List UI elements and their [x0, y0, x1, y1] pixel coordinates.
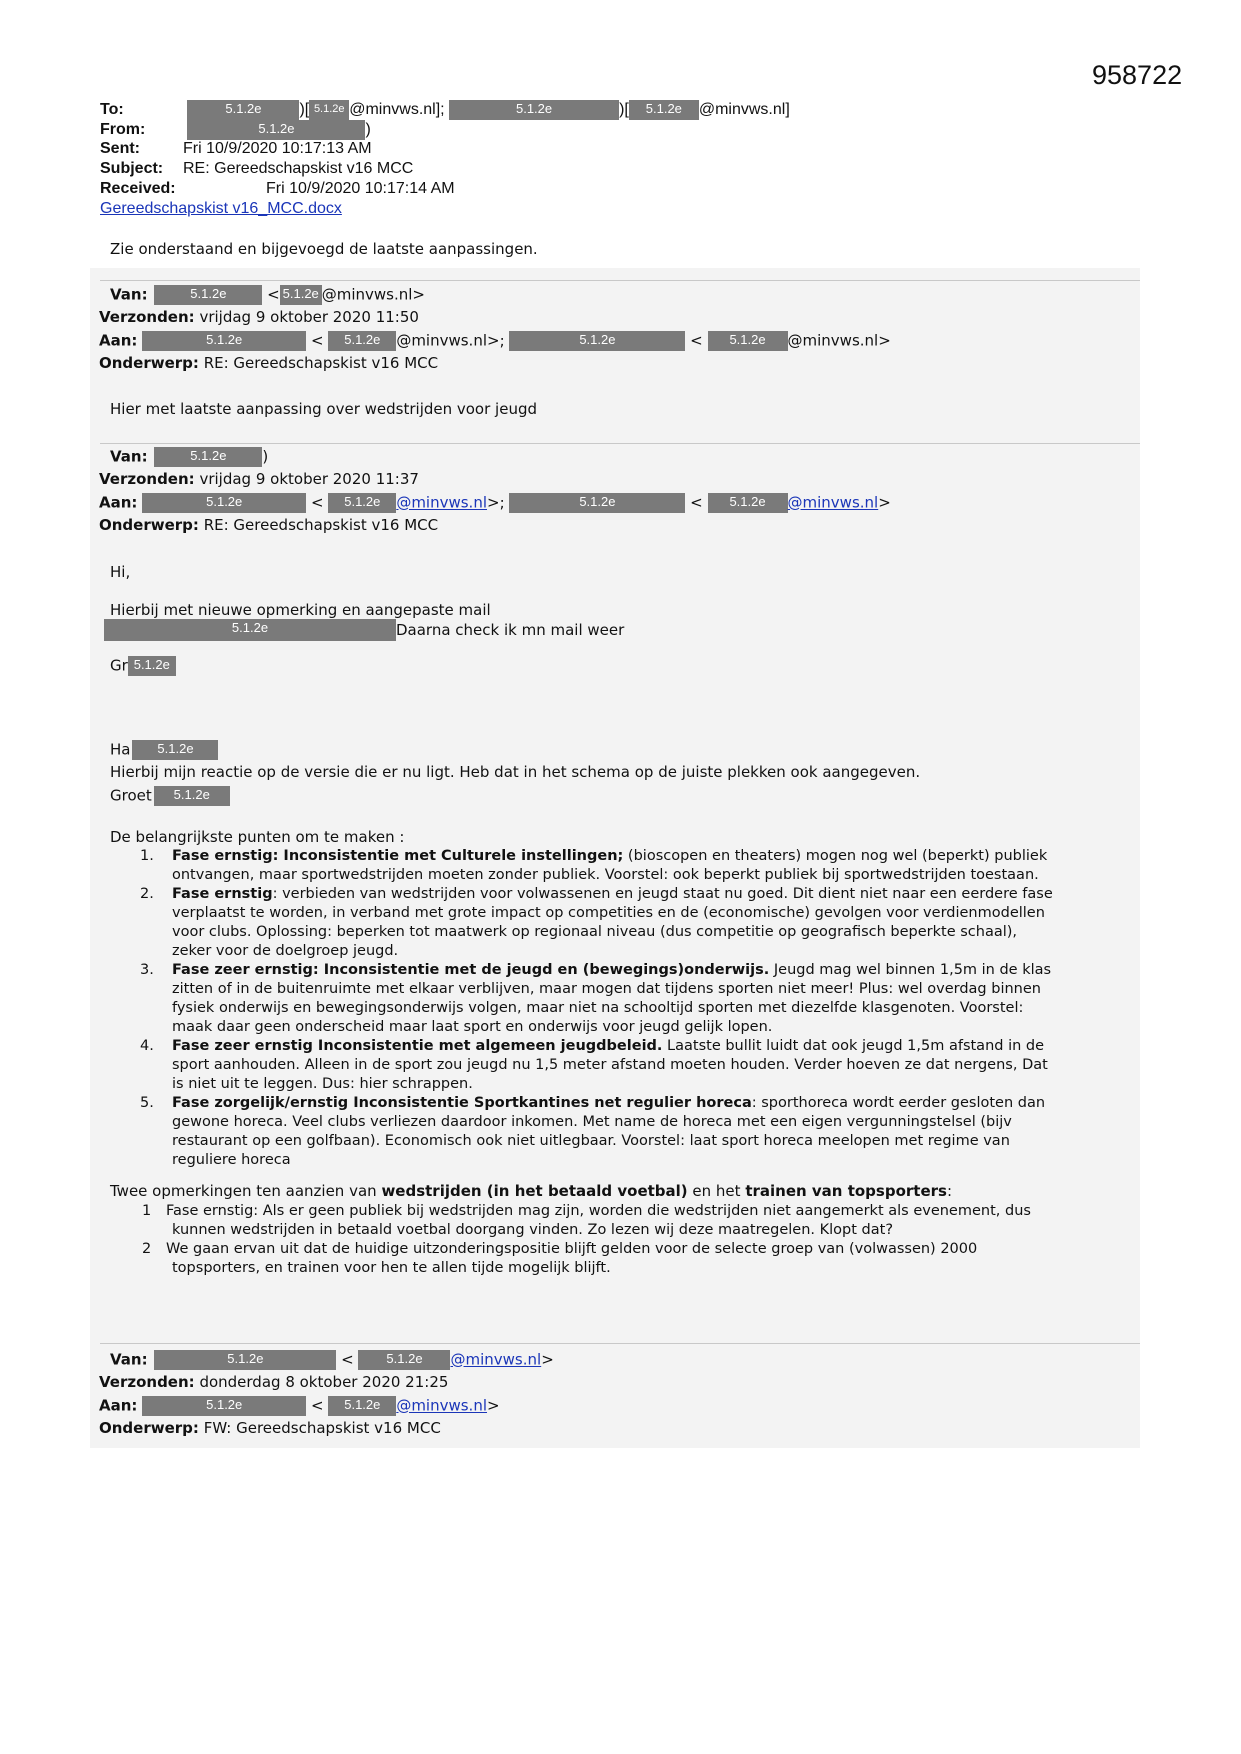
redacted-email: 5.1.2e	[708, 493, 788, 513]
point-text: : sporthoreca wordt eerder gesloten dan	[751, 1095, 1046, 1111]
verzonden-value: donderdag 8 oktober 2020 21:25	[199, 1373, 449, 1391]
points-list	[110, 847, 1135, 1170]
point-heading: Fase zeer ernstig: Inconsistentie met de jeugd en (bewegings)onderwijs.	[172, 962, 770, 978]
email-domain: @minvws.nl]	[698, 101, 790, 119]
point-text: voor clubs. Oplossing: beperken tot maatwerk op regionaal niveau (dus competitie op geografisch beperkte schaal),	[172, 924, 1018, 940]
bracket: )	[365, 121, 371, 139]
point-heading: Fase ernstig	[172, 886, 273, 902]
list-item	[110, 1037, 1135, 1094]
list-number: 3.	[140, 962, 154, 978]
verzonden-label: Verzonden:	[99, 470, 195, 488]
redacted-name: 5.1.2e	[154, 1350, 336, 1370]
subject-label: Subject:	[100, 160, 164, 177]
greeting-text: Ha	[110, 740, 131, 759]
point-heading: Fase zeer ernstig Inconsistentie met algemeen jeugdbeleid.	[172, 1038, 663, 1054]
msg4-aan-row: Aan: 5.1.2e < 5.1.2e @minvws.nl>	[99, 1396, 500, 1415]
redacted-email: 5.1.2e	[708, 331, 788, 351]
onderwerp-label: Onderwerp:	[99, 516, 199, 534]
email-domain: @minvws.nl];	[349, 101, 445, 119]
remarks-bold: wedstrijden (in het betaald voetbal)	[381, 1182, 688, 1200]
header-sent-row	[100, 140, 372, 158]
point-text: zeker voor de doelgroep jeugd.	[172, 943, 399, 959]
remarks-bold: trainen van topsporters	[745, 1182, 947, 1200]
remarks-text: Twee opmerkingen ten aanzien van	[110, 1182, 382, 1200]
header-subject-row	[100, 160, 413, 178]
remark-text: topsporters, en trainen voor hen te allen tijde mogelijk blijft.	[172, 1260, 611, 1276]
email-link[interactable]: @minvws.nl	[396, 493, 488, 512]
email-domain: @minvws.nl>	[787, 331, 891, 350]
subject-value: RE: Gereedschapskist v16 MCC	[183, 160, 414, 177]
list-item	[110, 961, 1135, 1037]
remark-text: kunnen wedstrijden in betaald voetbal doorgang vinden. Zo lezen wij deze maatregelen. Klopt dat?	[172, 1222, 894, 1238]
verzonden-value: vrijdag 9 oktober 2020 11:50	[199, 308, 419, 326]
separator-line	[100, 443, 1140, 444]
header-from-row	[100, 120, 371, 140]
verzonden-label: Verzonden:	[99, 308, 195, 326]
onderwerp-label: Onderwerp:	[99, 1419, 199, 1437]
msg1-body: Hier met laatste aanpassing over wedstrijden voor jeugd	[110, 400, 537, 418]
redacted-text: 5.1.2e	[104, 619, 396, 641]
list-item	[110, 1202, 1135, 1240]
list-number: 2.	[140, 886, 154, 902]
intro-text: Zie onderstaand en bijgevoegd de laatste aanpassingen.	[110, 240, 538, 258]
msg2-onderwerp-row	[99, 516, 438, 534]
redacted-name: 5.1.2e	[142, 331, 306, 351]
msg2-aan-row: Aan: 5.1.2e < 5.1.2e @minvws.nl>; 5.1.2e < 5.1.2e @minvws.nl>	[99, 493, 891, 512]
msg2-line2: Daarna check ik mn mail weer	[396, 621, 625, 639]
point-heading: Fase zorgelijk/ernstig Inconsistentie Sportkantines net regulier horeca	[172, 1095, 752, 1111]
attachment-link[interactable]: Gereedschapskist v16_MCC.docx	[100, 200, 342, 217]
sent-value: Fri 10/9/2020 10:17:13 AM	[183, 140, 372, 157]
remarks-intro	[110, 1182, 952, 1200]
remark-text: We gaan ervan uit dat de huidige uitzonderingspositie blijft gelden voor de selecte groep van (volwassen) 2000	[166, 1241, 978, 1257]
point-text: maak daar geen onderscheid maar laat sport en onderwijs voor jeugd gelijk lopen.	[172, 1019, 773, 1035]
separator-line	[100, 1343, 1140, 1344]
list-number: 1	[142, 1203, 152, 1219]
redacted-name: 5.1.2e	[154, 447, 262, 467]
onderwerp-value: RE: Gereedschapskist v16 MCC	[203, 516, 439, 534]
point-text: Laatste bullit luidt dat ook jeugd 1,5m afstand in de	[662, 1038, 1045, 1054]
groet-text: Groet	[110, 786, 152, 805]
redacted-name: 5.1.2e	[142, 493, 306, 513]
redacted-name: 5.1.2e	[509, 493, 685, 513]
list-number: 5.	[140, 1095, 154, 1111]
onderwerp-value: FW: Gereedschapskist v16 MCC	[203, 1419, 441, 1437]
msg3-greeting-row	[110, 740, 218, 760]
document-id: 958722	[1092, 60, 1183, 90]
msg3-reaction: Hierbij mijn reactie op de versie die er nu ligt. Heb dat in het schema op de juiste plekken ook aangegeven.	[110, 763, 921, 781]
list-number: 1.	[140, 848, 154, 864]
van-label: Van:	[110, 285, 148, 304]
point-text: fysiek onderwijs en bewegingsonderwijs volgen, maar niet na schooltijd sporten met diezelfde klasgenoten. Voorstel:	[172, 1000, 1024, 1016]
onderwerp-value: RE: Gereedschapskist v16 MCC	[203, 354, 439, 372]
list-item	[110, 1094, 1135, 1170]
onderwerp-label: Onderwerp:	[99, 354, 199, 372]
bracket: )[	[619, 101, 629, 119]
separator-line	[100, 280, 1140, 281]
msg2-van-row: Van: 5.1.2e )	[110, 447, 269, 466]
redacted-name: 5.1.2e	[132, 740, 218, 760]
redacted-email: 5.1.2e	[358, 1350, 450, 1370]
van-label: Van:	[110, 447, 148, 466]
bracket: )[	[299, 101, 310, 119]
email-domain: @minvws.nl>	[321, 285, 425, 304]
email-domain: @minvws.nl>;	[396, 331, 505, 350]
msg1-verzonden-row	[99, 308, 419, 326]
email-link[interactable]: @minvws.nl	[787, 493, 879, 512]
point-text: : verbieden van wedstrijden voor volwassenen en jeugd staat nu goed. Dit dient niet naar een eerdere fase	[272, 886, 1053, 902]
redacted-name: 5.1.2e	[154, 786, 230, 806]
point-text: sport aanhouden. Alleen in de sport zou jeugd nu 1,5 meter afstand moeten houden. Verder hoeven ze dat nergens, Dat	[172, 1057, 1048, 1073]
point-text: (bioscopen en theaters) mogen nog wel (beperkt) publiek	[623, 848, 1048, 864]
received-value: Fri 10/9/2020 10:17:14 AM	[266, 180, 455, 197]
redacted-email: 5.1.2e	[309, 100, 349, 120]
point-heading: Fase ernstig: Inconsistentie met Culturele instellingen;	[172, 848, 624, 864]
aan-label: Aan:	[99, 331, 138, 350]
point-text: restaurant op een golfbaan). Economisch ook niet uitlegbaar. Voorstel: laat sport horeca meelopen met regime van	[172, 1133, 1010, 1149]
point-text: gewone horeca. Veel clubs verliezen daardoor inkomen. Met name de horeca met een eigen vergunningstelsel (bijv	[172, 1114, 1012, 1130]
signoff-text: Gr	[110, 656, 128, 675]
redacted-name: 5.1.2e	[154, 285, 262, 305]
msg1-aan-row: Aan: 5.1.2e < 5.1.2e @minvws.nl>; 5.1.2e < 5.1.2e @minvws.nl>	[99, 331, 891, 350]
sent-label: Sent:	[100, 140, 140, 157]
to-label: To:	[100, 101, 124, 119]
redacted-email: 5.1.2e	[328, 493, 396, 513]
header-to-row	[100, 100, 790, 120]
redacted-email: 5.1.2e	[328, 1396, 396, 1416]
redacted-email: 5.1.2e	[280, 285, 322, 305]
point-text: zitten of in de buitenruimte met elkaar verblijven, maar mogen dat tijdens sporten niet meer! Plus: wel overdag binnen	[172, 981, 1041, 997]
redacted-email: 5.1.2e	[629, 100, 699, 120]
email-link[interactable]: @minvws.nl	[450, 1350, 542, 1369]
points-intro: De belangrijkste punten om te maken :	[110, 828, 405, 846]
remarks-list	[110, 1202, 1135, 1278]
redacted-name: 5.1.2e	[187, 120, 365, 140]
list-item	[110, 885, 1135, 961]
redacted-name: 5.1.2e	[509, 331, 685, 351]
redacted-name: 5.1.2e	[128, 656, 176, 676]
msg4-verzonden-row	[99, 1373, 448, 1391]
point-text: is niet uit te leggen. Dus: hier schrappen.	[172, 1076, 473, 1092]
remark-text: Fase ernstig: Als er geen publiek bij wedstrijden mag zijn, worden die wedstrijden niet aangemerkt als evenement, dus	[166, 1203, 1031, 1219]
header-received-row	[100, 180, 455, 198]
msg2-signoff-row	[110, 656, 176, 676]
list-number: 2	[142, 1241, 152, 1257]
msg2-verzonden-row	[99, 470, 419, 488]
from-label: From:	[100, 121, 146, 139]
verzonden-label: Verzonden:	[99, 1373, 195, 1391]
remarks-text: :	[946, 1182, 953, 1200]
point-text: reguliere horeca	[172, 1152, 291, 1168]
msg4-onderwerp-row	[99, 1419, 441, 1437]
redacted-email: 5.1.2e	[328, 331, 396, 351]
verzonden-value: vrijdag 9 oktober 2020 11:37	[199, 470, 419, 488]
redacted-name: 5.1.2e	[142, 1396, 306, 1416]
list-item	[110, 847, 1135, 885]
msg3-groet-row	[110, 786, 230, 806]
msg2-line2-row	[104, 619, 624, 641]
point-text: verplaatst te worden, in verband met grote impact op competities en de (economische) gevolgen voor verdienmodellen	[172, 905, 1045, 921]
point-text: ontvangen, maar sportwedstrijden moeten zonder publiek. Voorstel: ook beperkt publiek bij sportwedstrijden toestaan.	[172, 867, 1039, 883]
remarks-text: en het	[687, 1182, 746, 1200]
msg1-van-row: Van: 5.1.2e < 5.1.2e @minvws.nl>	[110, 285, 425, 304]
list-item	[110, 1240, 1135, 1278]
msg4-van-row: Van: 5.1.2e < 5.1.2e @minvws.nl>	[110, 1350, 554, 1369]
list-number: 4.	[140, 1038, 154, 1054]
point-text: Jeugd mag wel binnen 1,5m in de klas	[769, 962, 1052, 978]
msg2-greeting: Hi,	[110, 563, 131, 581]
received-label: Received:	[100, 180, 176, 197]
msg1-onderwerp-row	[99, 354, 438, 372]
redacted-name: 5.1.2e	[449, 100, 619, 120]
msg2-line1: Hierbij met nieuwe opmerking en aangepaste mail	[110, 601, 491, 619]
redacted-name: 5.1.2e	[187, 100, 299, 120]
van-label: Van:	[110, 1350, 148, 1369]
aan-label: Aan:	[99, 493, 138, 512]
aan-label: Aan:	[99, 1396, 138, 1415]
email-link[interactable]: @minvws.nl	[396, 1396, 488, 1415]
